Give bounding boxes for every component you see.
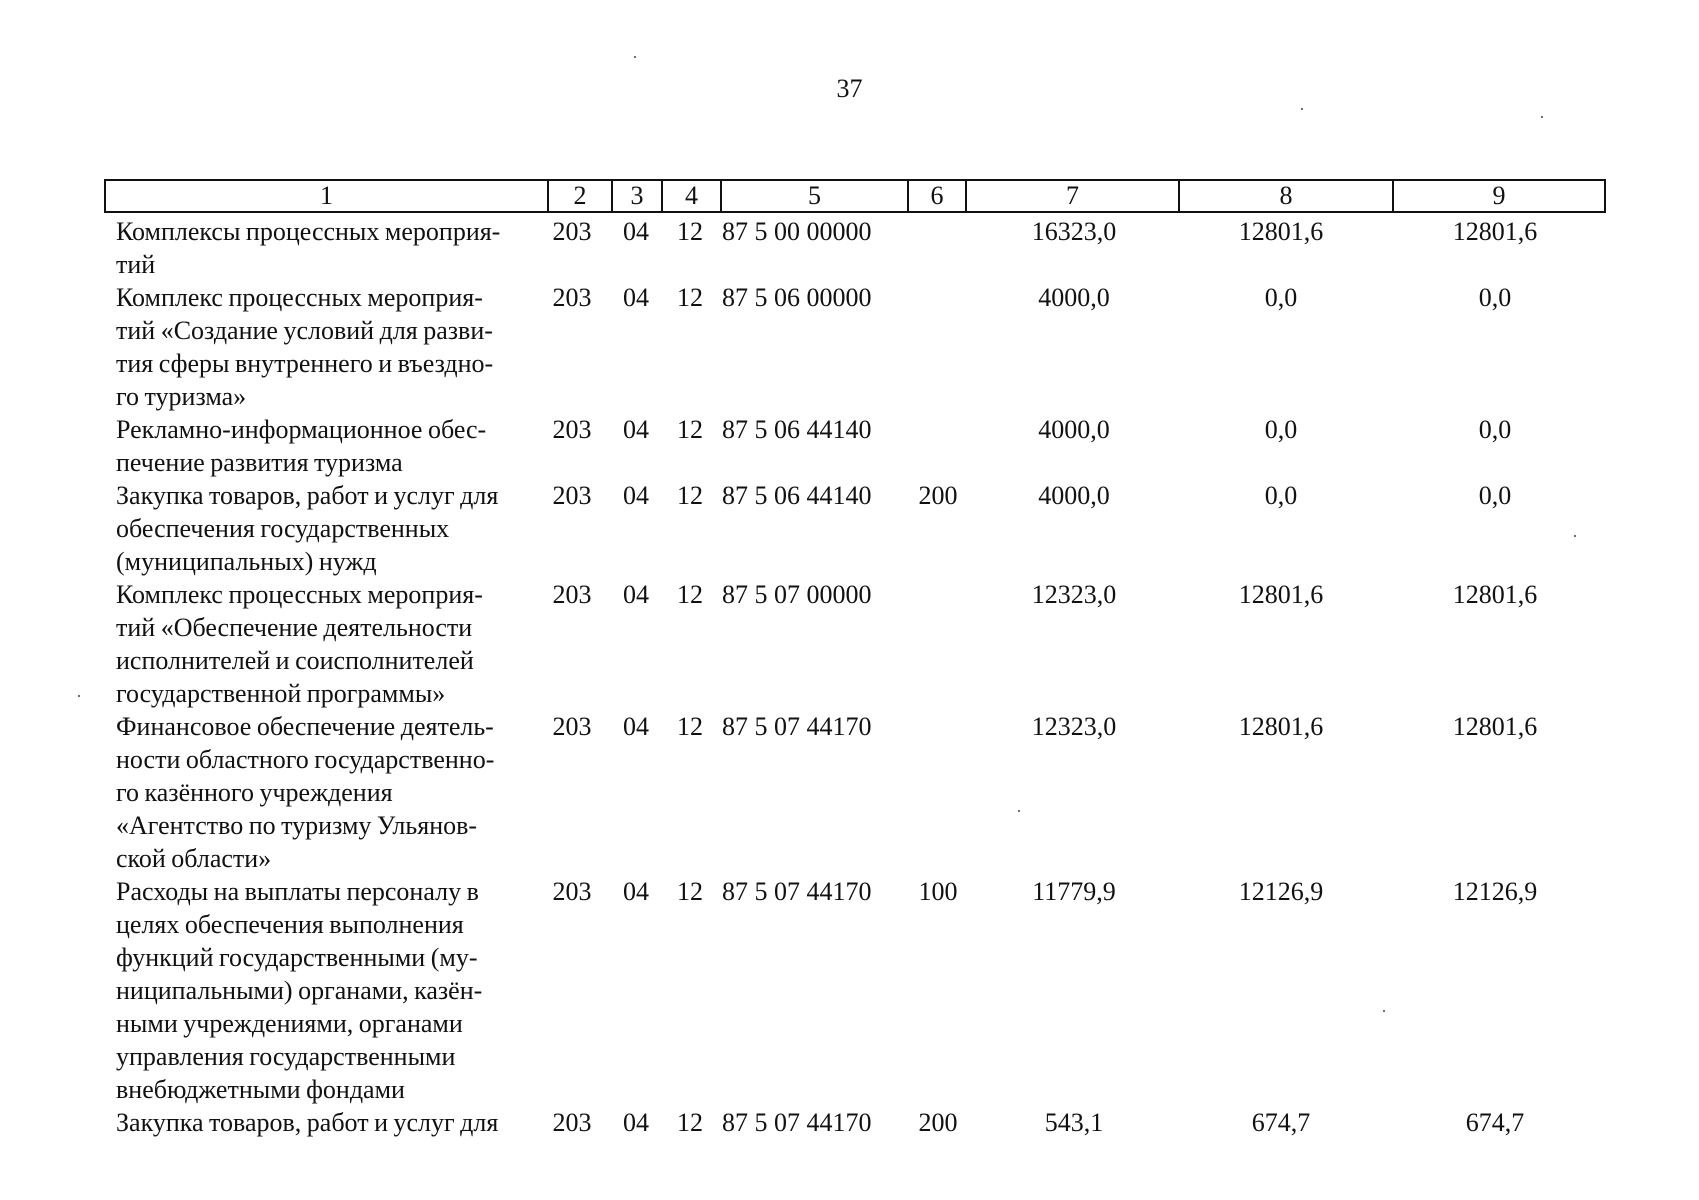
description-line: целях обеспечения выполнения (116, 910, 464, 939)
cell-subsection: 12 (677, 1108, 703, 1137)
cell-amount-col9: 12126,9 (1452, 877, 1538, 906)
header-col-6: 6 (909, 181, 967, 211)
description-line: Закупка товаров, работ и услуг для (116, 1108, 499, 1137)
cell-amount-col7: 543,1 (1044, 1108, 1104, 1137)
description-line: го туризма» (116, 382, 247, 411)
cell-amount-col7: 12323,0 (1031, 712, 1117, 741)
cell-subsection: 12 (677, 877, 703, 906)
cell-section: 04 (623, 712, 649, 741)
cell-amount-col9: 0,0 (1478, 283, 1512, 312)
header-col-1: 1 (106, 181, 549, 211)
description-line: го казённого учреждения (116, 778, 393, 807)
cell-section: 04 (623, 1108, 649, 1137)
description-line: ности областного государственно- (116, 745, 495, 774)
cell-target-article: 87 5 06 00000 (722, 283, 872, 312)
row-description (116, 215, 536, 281)
description-line: Финансовое обеспечение деятель- (116, 712, 494, 741)
description-line: функций государственными (му- (116, 943, 478, 972)
cell-target-article: 87 5 07 00000 (722, 580, 872, 609)
description-line: тия сферы внутреннего и въездно- (116, 349, 494, 378)
cell-expense-type (902, 215, 974, 281)
cell-amount-col7: 16323,0 (1031, 217, 1117, 246)
row-description (116, 413, 536, 479)
cell-subsection: 12 (677, 217, 703, 246)
cell-amount-col7: 11779,9 (1032, 877, 1116, 906)
cell-amount-col7: 4000,0 (1038, 481, 1110, 510)
description-line: внебюджетными фондами (116, 1075, 405, 1104)
scan-speck (78, 695, 80, 697)
cell-admin-code: 203 (552, 1108, 592, 1137)
description-line: управления государственными (116, 1042, 456, 1071)
table-row (116, 479, 1606, 578)
description-line: ниципальными) органами, казён- (116, 976, 483, 1005)
cell-expense-type (902, 281, 974, 413)
cell-section: 04 (623, 283, 649, 312)
header-col-4: 4 (663, 181, 722, 211)
table-row (116, 875, 1606, 1106)
cell-admin-code: 203 (552, 580, 592, 609)
row-description (116, 1106, 536, 1139)
table-row (116, 710, 1606, 875)
cell-section: 04 (623, 481, 649, 510)
header-col-8: 8 (1180, 181, 1394, 211)
description-line: Расходы на выплаты персоналу в (116, 877, 479, 906)
cell-amount-col8: 12801,6 (1238, 217, 1324, 246)
description-line: Комплексы процессных мероприя- (116, 217, 501, 246)
cell-admin-code: 203 (552, 217, 592, 246)
cell-expense-type (902, 578, 974, 710)
scan-speck (1301, 108, 1303, 110)
description-line: Комплекс процессных мероприя- (116, 283, 483, 312)
header-col-9: 9 (1492, 181, 1506, 210)
cell-target-article: 87 5 07 44170 (722, 712, 872, 741)
table-row (116, 578, 1606, 710)
description-line: государственной программы» (116, 679, 446, 708)
cell-admin-code: 203 (552, 283, 592, 312)
description-line: тий (116, 250, 156, 279)
cell-subsection: 12 (677, 712, 703, 741)
cell-amount-col9: 12801,6 (1452, 712, 1538, 741)
cell-target-article: 87 5 00 00000 (722, 217, 872, 246)
cell-expense-type (902, 413, 974, 479)
description-line: Закупка товаров, работ и услуг для (116, 481, 499, 510)
cell-subsection: 12 (677, 580, 703, 609)
cell-amount-col9: 0,0 (1478, 415, 1512, 444)
table-row (116, 1106, 1606, 1139)
cell-amount-col7: 4000,0 (1038, 283, 1110, 312)
cell-expense-type: 100 (918, 877, 958, 906)
cell-expense-type (902, 710, 974, 875)
row-description (116, 281, 536, 413)
description-line: ными учреждениями, органами (116, 1009, 463, 1038)
cell-amount-col8: 674,7 (1251, 1108, 1311, 1137)
row-description (116, 710, 536, 875)
description-line: обеспечения государственных (116, 514, 450, 543)
cell-amount-col9: 12801,6 (1452, 217, 1538, 246)
header-col-2: 2 (549, 181, 613, 211)
cell-amount-col9: 674,7 (1465, 1108, 1525, 1137)
scan-speck (1541, 116, 1543, 118)
description-line: (муниципальных) нужд (116, 547, 377, 576)
cell-target-article: 87 5 06 44140 (722, 415, 872, 444)
table-row (116, 215, 1606, 281)
description-line: Рекламно-информационное обес- (116, 415, 487, 444)
cell-section: 04 (623, 877, 649, 906)
description-line: печение развития туризма (116, 448, 403, 477)
description-line: ской области» (116, 844, 272, 873)
cell-admin-code: 203 (552, 712, 592, 741)
cell-target-article: 87 5 06 44140 (722, 481, 872, 510)
table-row (116, 413, 1606, 479)
cell-amount-col9: 12801,6 (1452, 580, 1538, 609)
cell-amount-col8: 12801,6 (1238, 580, 1324, 609)
header-col-3: 3 (613, 181, 663, 211)
cell-target-article: 87 5 07 44170 (722, 1108, 872, 1137)
cell-section: 04 (623, 415, 649, 444)
cell-subsection: 12 (677, 283, 703, 312)
cell-amount-col8: 12126,9 (1238, 877, 1324, 906)
table-row (116, 281, 1606, 413)
cell-subsection: 12 (677, 481, 703, 510)
description-line: «Агентство по туризму Ульянов- (116, 811, 478, 840)
cell-amount-col7: 4000,0 (1038, 415, 1110, 444)
cell-target-article: 87 5 07 44170 (722, 877, 872, 906)
cell-amount-col8: 0,0 (1264, 283, 1298, 312)
description-line: тий «Создание условий для разви- (116, 316, 493, 345)
cell-subsection: 12 (677, 415, 703, 444)
table-body (116, 215, 1606, 1139)
cell-amount-col9: 0,0 (1478, 481, 1512, 510)
description-line: Комплекс процессных мероприя- (116, 580, 483, 609)
cell-admin-code: 203 (552, 877, 592, 906)
page-number: 37 (836, 74, 863, 103)
table-header (104, 179, 1606, 213)
header-col-7: 7 (967, 181, 1180, 211)
description-line: тий «Обеспечение деятельности (116, 613, 473, 642)
cell-amount-col8: 0,0 (1264, 415, 1298, 444)
cell-expense-type: 200 (918, 1108, 958, 1137)
cell-section: 04 (623, 580, 649, 609)
scan-speck (634, 56, 636, 58)
row-description (116, 578, 536, 710)
cell-expense-type: 200 (918, 481, 958, 510)
cell-admin-code: 203 (552, 481, 592, 510)
cell-amount-col7: 12323,0 (1031, 580, 1117, 609)
header-col-5: 5 (722, 181, 909, 211)
cell-section: 04 (623, 217, 649, 246)
cell-amount-col8: 12801,6 (1238, 712, 1324, 741)
description-line: исполнителей и соисполнителей (116, 646, 474, 675)
cell-amount-col8: 0,0 (1264, 481, 1298, 510)
cell-admin-code: 203 (552, 415, 592, 444)
row-description (116, 875, 536, 1106)
row-description (116, 479, 536, 578)
